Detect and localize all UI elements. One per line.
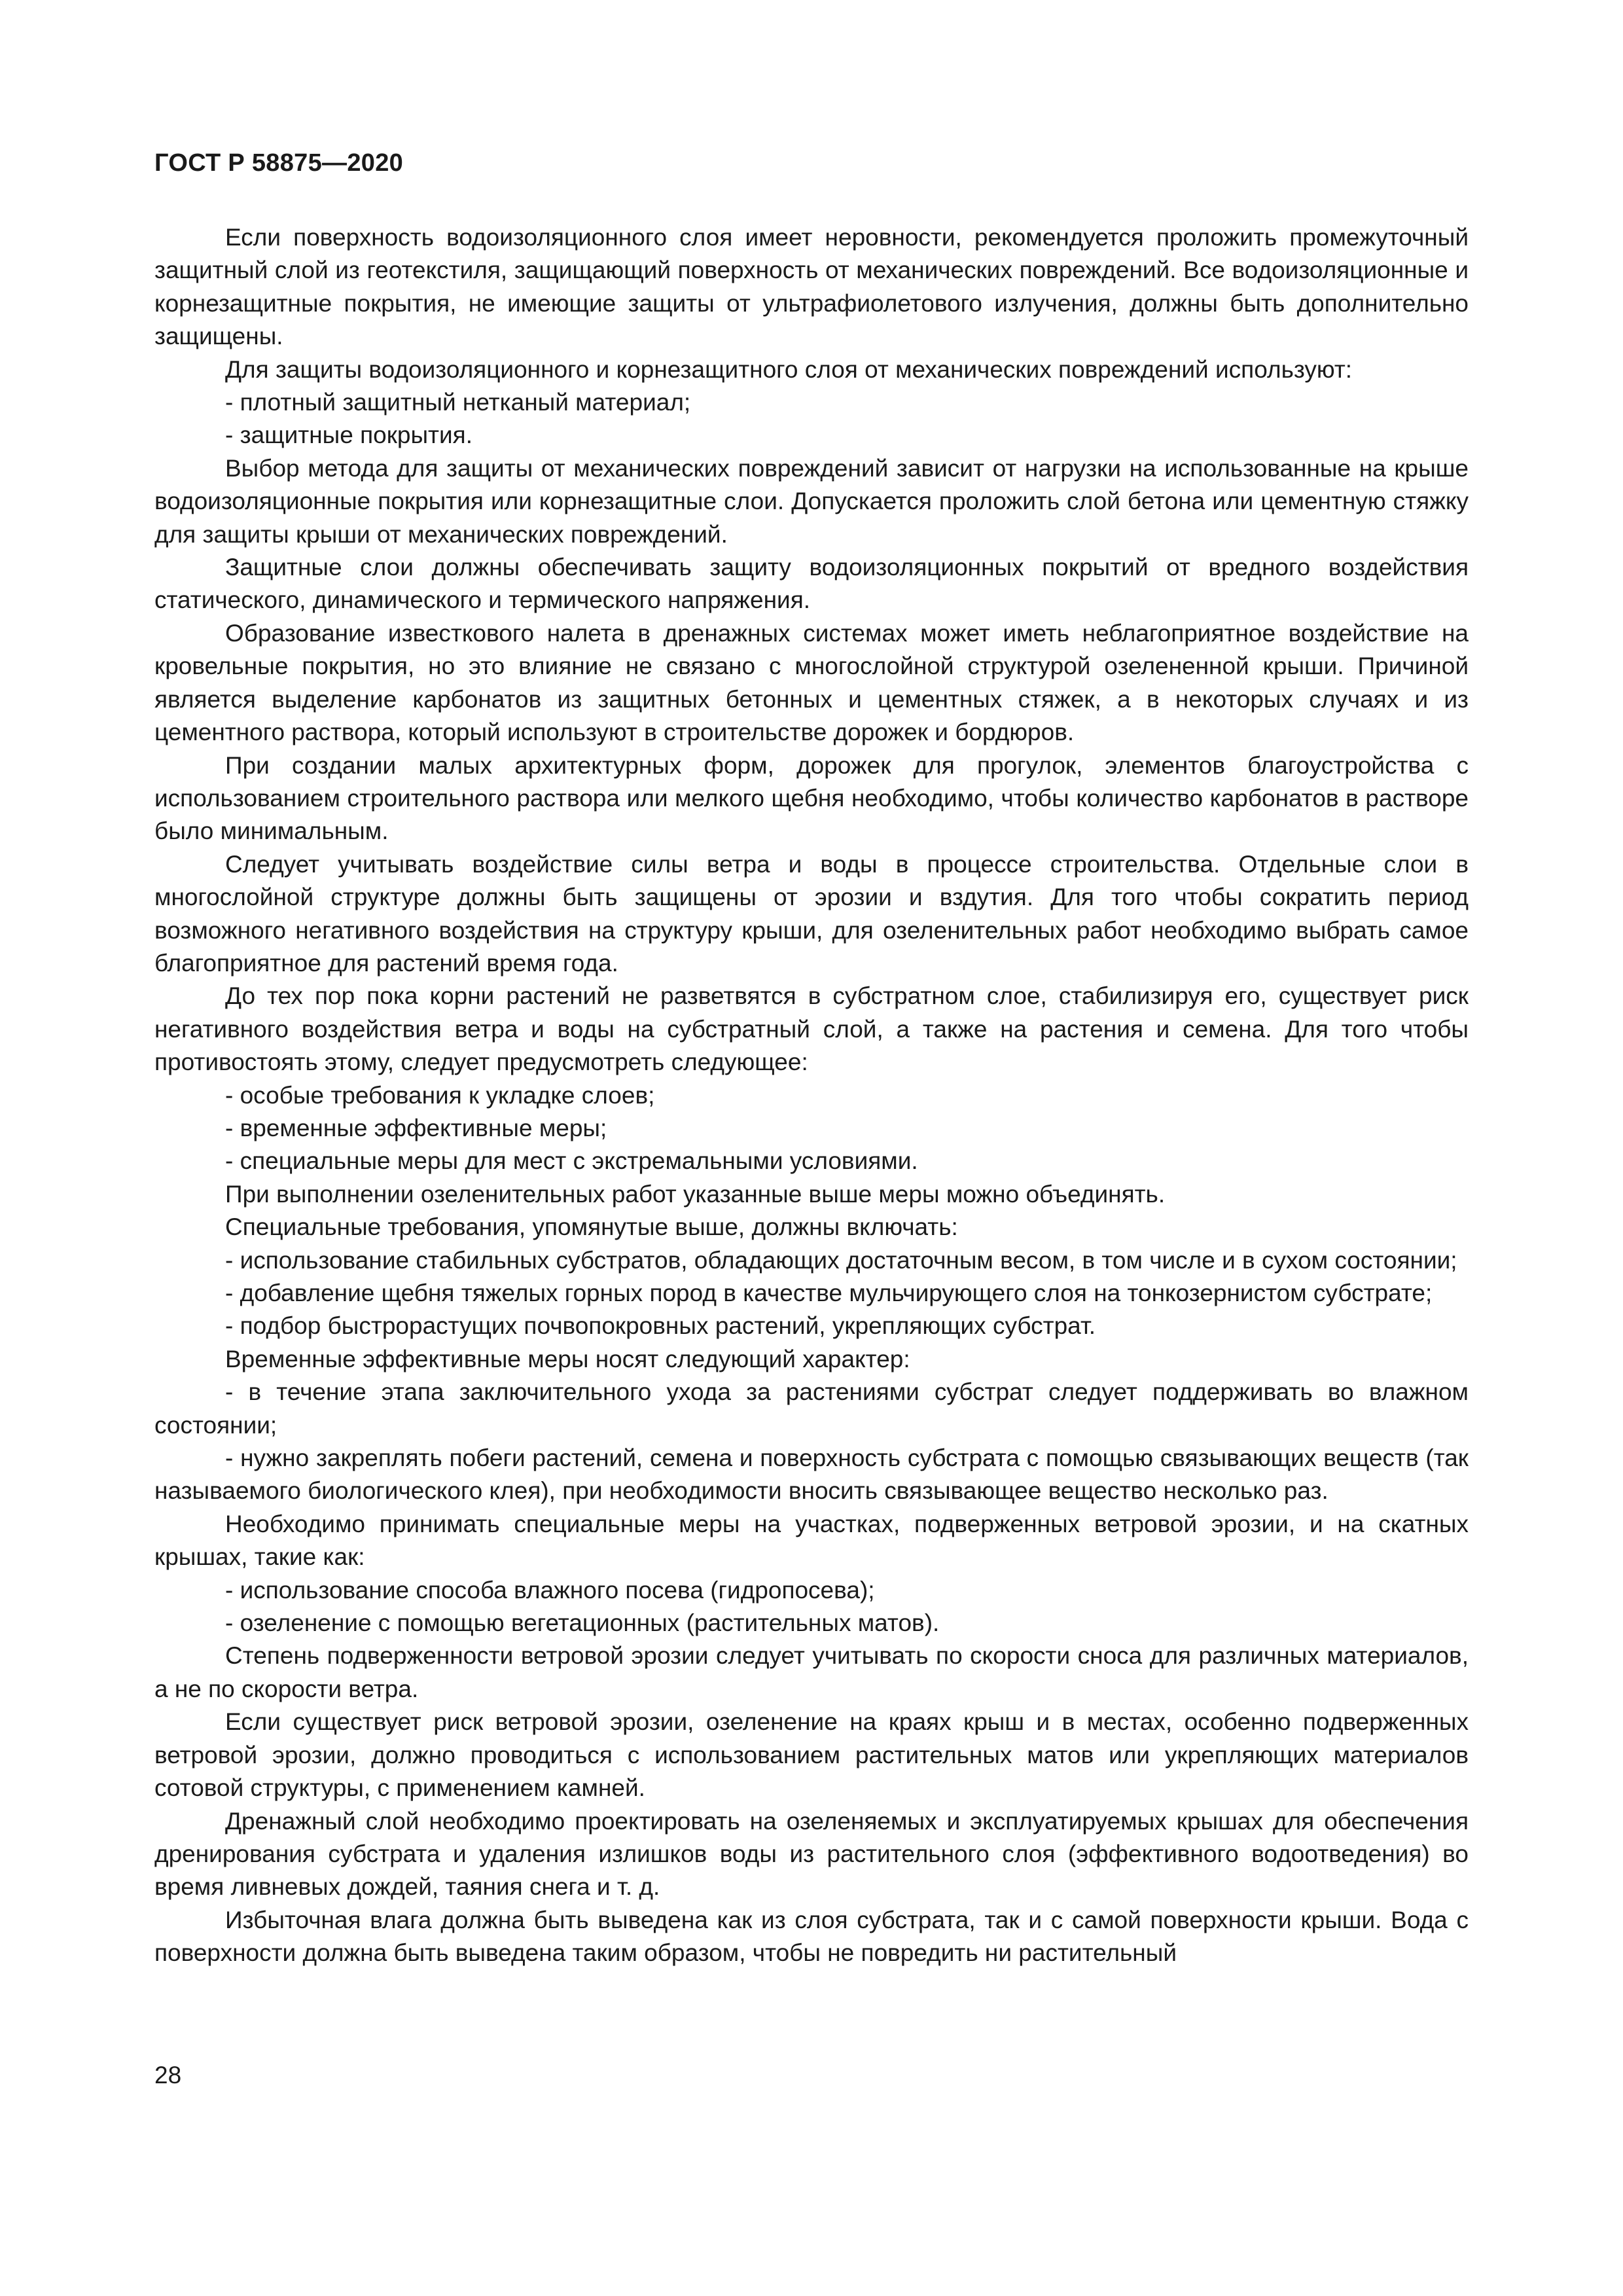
paragraph: Специальные требования, упомянутые выше, должны включать: xyxy=(225,1213,958,1241)
list-item: - добавление щебня тяжелых горных пород в качестве мульчирующего слоя на тонкозернистом субстрате; xyxy=(225,1280,1433,1306)
paragraph: При выполнении озеленительных работ указанные выше меры можно объединять. xyxy=(225,1180,1166,1208)
list-item: - использование способа влажного посева (гидропосева); xyxy=(225,1576,875,1604)
list-item: - озеленение с помощью вегетационных (растительных матов). xyxy=(225,1609,940,1637)
paragraph: При создании малых архитектурных форм, дорожек для прогулок, элементов благоустройства с использованием строительного раствора или мелкого щебня необходимо, чтобы количество карбонатов в растворе было минимальным. xyxy=(154,751,1469,845)
list-item: - специальные меры для мест с экстремальными условиями. xyxy=(225,1147,918,1175)
list-item: - нужно закреплять побеги растений, семена и поверхность субстрата с помощью связывающих веществ (так называемого биологического клея), при необходимости вносить связывающее вещество несколько раз. xyxy=(154,1444,1469,1505)
list-item: - использование стабильных субстратов, обладающих достаточным весом, в том числе и в сухом состоянии; xyxy=(225,1246,1457,1274)
paragraph: Следует учитывать воздействие силы ветра и воды в процессе строительства. Отдельные слои в многослойной структуре должны быть защищены от эрозии и вздутия. Для того чтобы сократить период возможного негативного воздействия на структуру крыши, для озеленительных работ необходимо выбрать самое благоприятное для растений время года. xyxy=(154,850,1469,977)
paragraph: Защитные слои должны обеспечивать защиту водоизоляционных покрытий от вредного воздействия статического, динамического и термического напряжения. xyxy=(154,554,1469,614)
list-item: - подбор быстрорастущих почвопокровных растений, укрепляющих субстрат. xyxy=(225,1312,1096,1340)
paragraph: Если существует риск ветровой эрозии, озеленение на краях крыш и в местах, особенно подверженных ветровой эрозии, должно проводиться с использованием растительных матов или укрепляющих материалов сотовой структуры, с применением камней. xyxy=(154,1708,1469,1802)
list-item: - временные эффективные меры; xyxy=(225,1114,607,1141)
list-item: - в течение этапа заключительного ухода за растениями субстрат следует поддерживать во влажном состоянии; xyxy=(154,1378,1469,1439)
page-number: 28 xyxy=(154,2062,182,2089)
paragraph: Необходимо принимать специальные меры на участках, подверженных ветровой эрозии, и на скатных крышах, такие как: xyxy=(154,1510,1469,1571)
list-item: - защитные покрытия. xyxy=(225,422,473,449)
body-text xyxy=(154,221,1469,1970)
list-item: - плотный защитный нетканый материал; xyxy=(225,389,691,416)
paragraph: Выбор метода для защиты от механических повреждений зависит от нагрузки на использованные на крыше водоизоляционные покрытия или корнезащитные слои. Допускается проложить слой бетона или цементную стяжку для защиты крыши от механических повреждений. xyxy=(154,454,1469,548)
paragraph: Образование известкового налета в дренажных системах может иметь неблагоприятное воздействие на кровельные покрытия, но это влияние не связано с многослойной структурой озелененной крыши. Причиной является выделение карбонатов из защитных бетонных и цементных стяжек, а в некоторых случаях и из цементного раствора, который используют в строительстве дорожек и бордюров. xyxy=(154,619,1469,746)
paragraph: Степень подверженности ветровой эрозии следует учитывать по скорости сноса для различных материалов, а не по скорости ветра. xyxy=(154,1642,1469,1702)
paragraph: Временные эффективные меры носят следующий характер: xyxy=(225,1345,910,1372)
paragraph: Дренажный слой необходимо проектировать на озеленяемых и эксплуатируемых крышах для обеспечения дренирования субстрата и удаления излишков воды из растительного слоя (эффективного водоотведения) во время ливневых дождей, таяния снега и т. д. xyxy=(154,1807,1469,1901)
list-item: - особые требования к укладке слоев; xyxy=(225,1081,655,1109)
paragraph: До тех пор пока корни растений не разветвятся в субстратном слое, стабилизируя его, существует риск негативного воздействия ветра и воды на субстратный слой, а также на растения и семена. Для того чтобы противостоять этому, следует предусмотреть следующее: xyxy=(154,982,1469,1076)
paragraph: Для защиты водоизоляционного и корнезащитного слоя от механических повреждений используют: xyxy=(225,355,1353,383)
document-header: ГОСТ Р 58875—2020 xyxy=(154,149,404,177)
paragraph: Избыточная влага должна быть выведена как из слоя субстрата, так и с самой поверхности крыши. Вода с поверхности должна быть выведена таким образом, чтобы не повредить ни растительный xyxy=(154,1906,1469,1967)
paragraph: Если поверхность водоизоляционного слоя имеет неровности, рекомендуется проложить промежуточный защитный слой из геотекстиля, защищающий поверхность от механических повреждений. Все водоизоляционные и корнезащитные покрытия, не имеющие защиты от ультрафиолетового излучения, должны быть дополнительно защищены. xyxy=(154,224,1469,350)
